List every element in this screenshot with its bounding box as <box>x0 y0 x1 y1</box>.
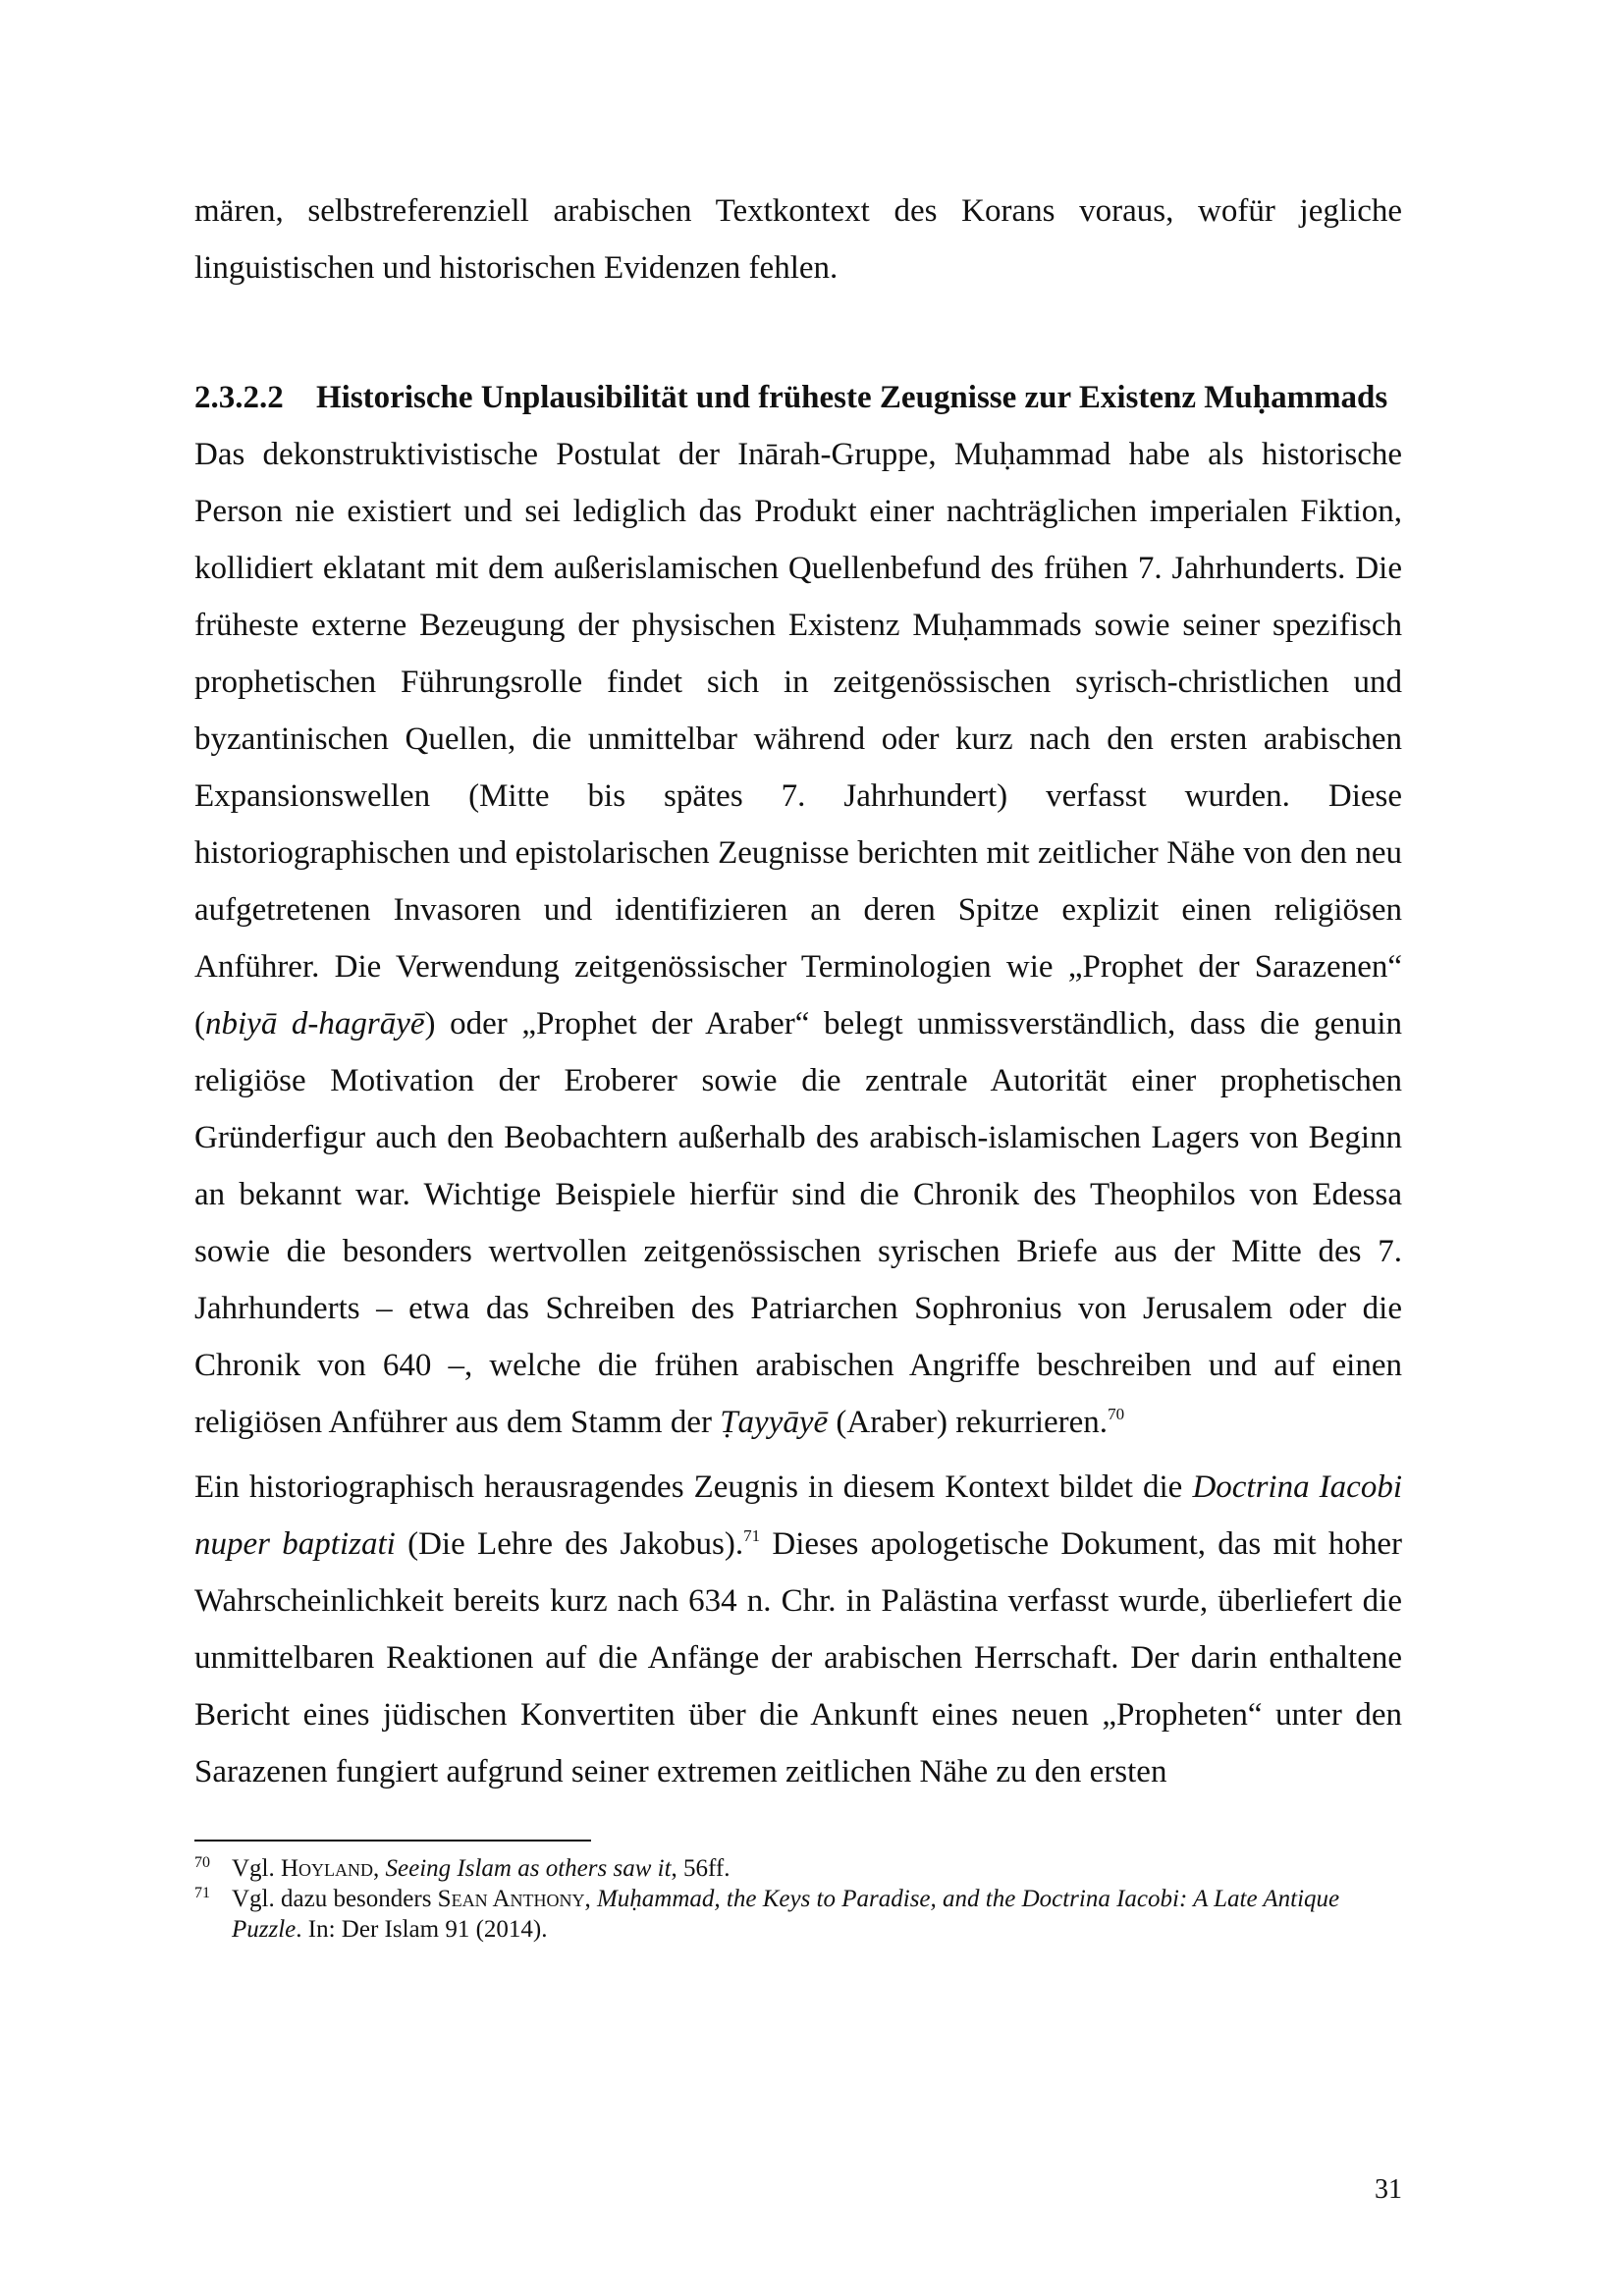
paragraph-2-text-2: (Die Lehre des Jakobus). <box>395 1526 744 1562</box>
footnote-number: 70 <box>194 1854 210 1871</box>
footnote-prefix: Vgl. <box>232 1855 281 1882</box>
paragraph-1-italic-term-1: nbiyā d-hagrāyē <box>205 1006 425 1041</box>
paragraph-1-text-1: Das dekonstruktivistische Postulat der Inārah-Gruppe, Muḥammad habe als historische Person nie existiert und sei lediglich das Produkt einer nachträglichen imperialen Fiktion, kollidiert eklatant mit dem außerislamischen Quellenbefund des frühen 7. Jahrhunderts. Die früheste externe Bezeugung der physischen Existenz Muḥammads sowie seiner spezifisch prophetischen Führungsrolle findet sich in zeitgenössischen syrisch-christlichen und byzantinischen Quellen, die unmittelbar während oder kurz nach den ersten arabischen Expansionswellen (Mitte bis spätes 7. Jahrhundert) verfasst wurden. Diese historiographischen und epistolarischen Zeugnisse berichten mit zeitlicher Nähe von den neu aufgetretenen Invasoren und identifizieren an deren Spitze explizit einen religiösen Anführer. Die Verwendung zeitgenössischer Terminologien wie „Prophet der Sarazenen“ ( <box>194 437 1402 1041</box>
page-number: 31 <box>1375 2174 1402 2205</box>
footnote-number: 71 <box>194 1885 210 1901</box>
paragraph-1-text-3: (Araber) rekurrieren. <box>828 1405 1109 1440</box>
body-paragraph-2 <box>194 1459 1402 1800</box>
body-paragraph-1 <box>194 426 1402 1451</box>
document-page <box>194 183 1402 1945</box>
intro-paragraph: mären, selbstreferenziell arabischen Textkontext des Korans voraus, wofür jegliche linguistischen und historischen Evidenzen fehlen. <box>194 193 1402 286</box>
footnote-title: Seeing Islam as others saw it <box>385 1855 672 1882</box>
footnote-separator <box>194 1840 591 1842</box>
paragraph-2-text-3: Dieses apologetische Dokument, das mit hoher Wahrscheinlichkeit bereits kurz nach 634 n. Chr. in Palästina verfasst wurde, überliefert die unmittelbaren Reaktionen auf die Anfänge der arabischen Herrschaft. Der darin enthaltene Bericht eines jüdischen Konvertiten über die Ankunft eines neuen „Propheten“ unter den Sarazenen fungiert aufgrund seiner extremen zeitlichen Nähe zu den ersten <box>194 1526 1402 1789</box>
section-heading <box>194 369 1402 426</box>
footnote-author: Sean Anthony <box>437 1886 585 1912</box>
paragraph-2-text-1: Ein historiographisch herausragendes Zeugnis in diesem Kontext bildet die <box>194 1469 1193 1505</box>
footnote-separator-text: , <box>584 1886 597 1912</box>
paragraph-1-text-2: ) oder „Prophet der Araber“ belegt unmissverständlich, dass die genuin religiöse Motivation der Eroberer sowie die zentrale Autorität einer prophetischen Gründerfigur auch den Beobachtern außerhalb des arabisch-islamischen Lagers von Beginn an bekannt war. Wichtige Beispiele hierfür sind die Chronik des Theophilos von Edessa sowie die besonders wertvollen zeitgenössischen syrischen Briefe aus der Mitte des 7. Jahrhunderts – etwa das Schreiben des Patriarchen Sophronius von Jerusalem oder die Chronik von 640 –, welche die frühen arabischen Angriffe beschreiben und auf einen religiösen Anführer aus dem Stamm der <box>194 1006 1403 1440</box>
footnote-text <box>232 1884 1402 1945</box>
paragraph-2-italic-title: Doctrina Iacobi nuper baptizati <box>194 1469 1402 1562</box>
footnote-suffix: , 56ff. <box>671 1855 731 1882</box>
footnote-reference-70[interactable]: 70 <box>1108 1405 1125 1423</box>
footnote-author: Hoyland <box>281 1855 374 1882</box>
footnote-reference-71[interactable]: 71 <box>743 1526 761 1545</box>
footnote-separator-text: , <box>373 1855 386 1882</box>
footnote-70 <box>194 1853 1402 1884</box>
paragraph-1-italic-term-2: Ṭayyāyē <box>720 1405 829 1440</box>
section-title: Historische Unplausibilität und früheste Zeugnisse zur Existenz Muḥammads <box>316 380 1388 415</box>
footnote-prefix: Vgl. dazu besonders <box>232 1886 438 1912</box>
footnote-text <box>232 1853 1402 1884</box>
section-number: 2.3.2.2 <box>194 380 284 415</box>
footnote-title: Muḥammad, the Keys to Paradise, and the Doctrina Iacobi: A Late Antique Puzzle <box>232 1886 1340 1943</box>
footnote-suffix: . In: Der Islam 91 (2014). <box>296 1916 548 1943</box>
footnote-71 <box>194 1884 1402 1945</box>
